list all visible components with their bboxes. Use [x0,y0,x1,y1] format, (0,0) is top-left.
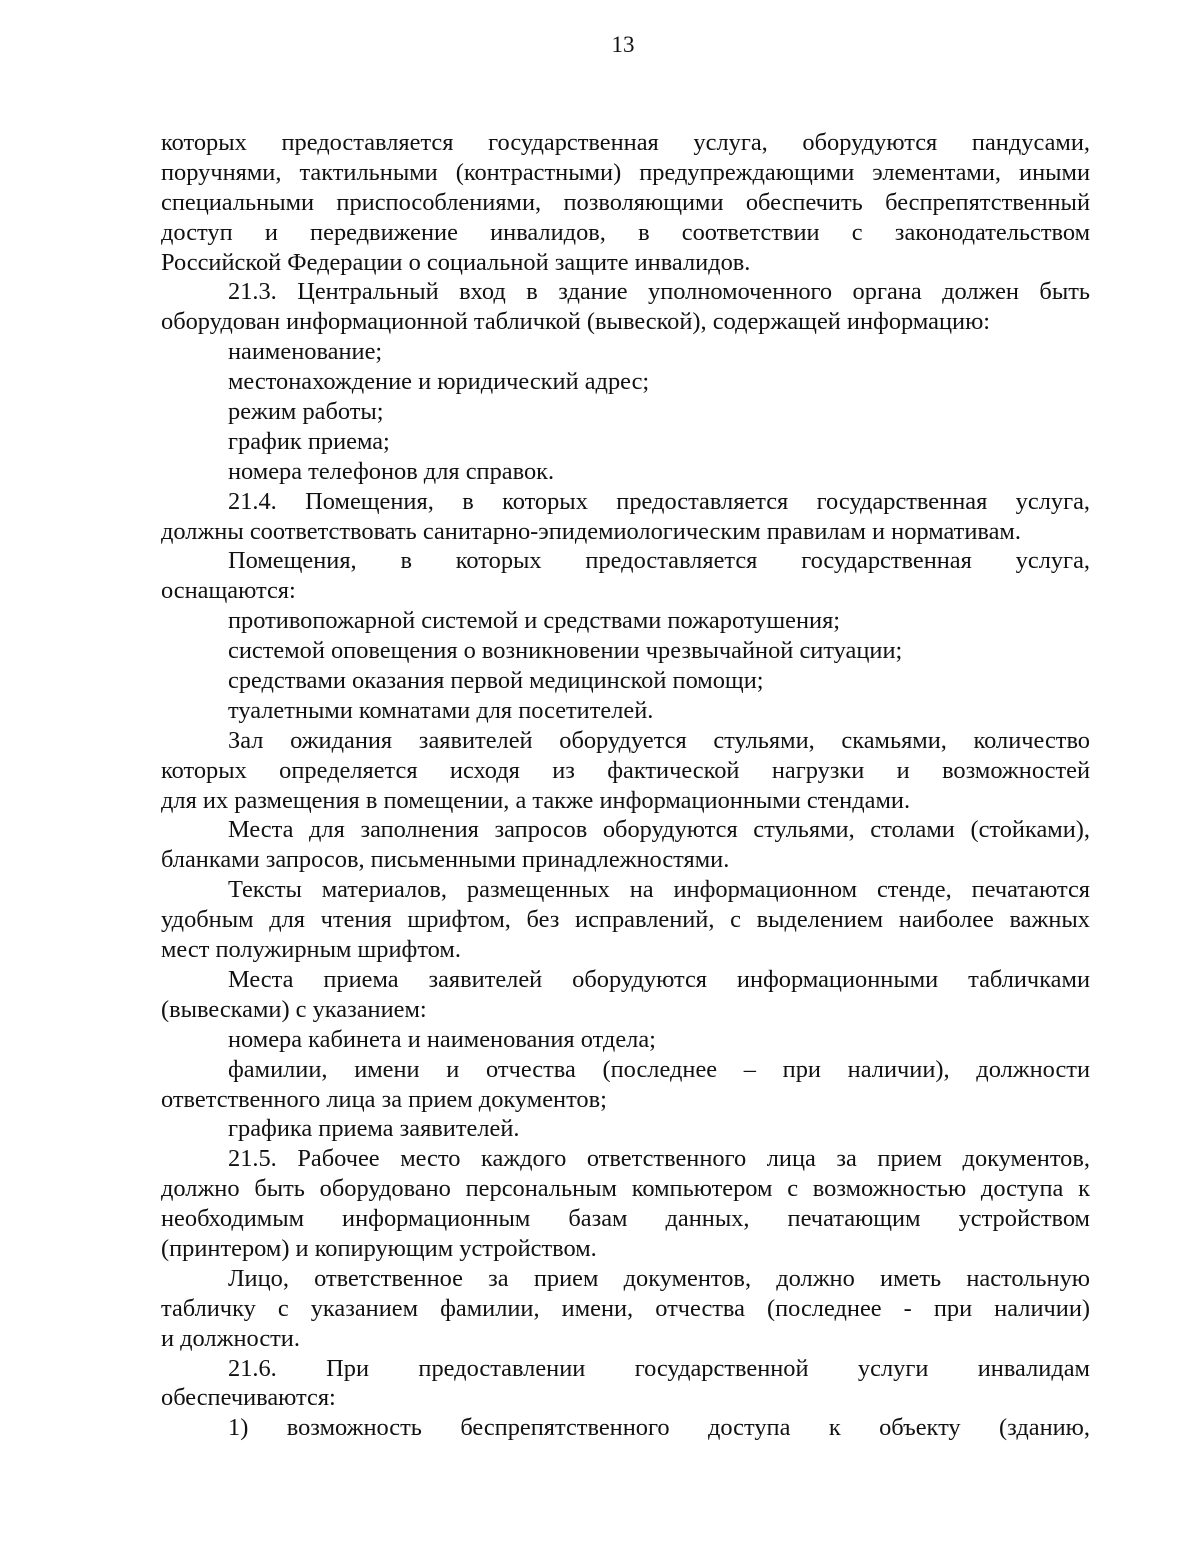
paragraph [161,1144,1090,1264]
page-number: 13 [611,32,635,57]
text-line: 21.5. Рабочее место каждого ответственного лица за прием документов, [228,1145,1090,1173]
text-line: обеспечиваются: [161,1384,336,1412]
text-line: номера телефонов для справок. [228,457,555,485]
text-line: номера кабинета и наименования отдела; [228,1025,656,1053]
text-line: Лицо, ответственное за прием документов, должно иметь настольную [228,1264,1090,1292]
paragraph [161,636,1090,666]
paragraph [161,427,1090,457]
text-line: местонахождение и юридический адрес; [228,368,650,396]
text-line: которых определяется исходя из фактической нагрузки и возможностей [161,756,1090,784]
text-line: ответственного лица за прием документов; [161,1085,607,1113]
text-line: должны соответствовать санитарно-эпидемиологическим правилам и нормативам. [161,517,1021,545]
text-line: 21.4. Помещения, в которых предоставляется государственная услуга, [228,487,1090,515]
paragraph [161,367,1090,397]
paragraph [161,128,1090,277]
paragraph [161,546,1090,606]
text-line: необходимым информационным базам данных, печатающим устройством [161,1205,1090,1233]
paragraph [161,965,1090,1025]
paragraph [161,397,1090,427]
paragraph [161,1264,1090,1354]
paragraph [161,815,1090,875]
text-line: противопожарной системой и средствами пожаротушения; [228,607,841,635]
text-line: (вывесками) с указанием: [161,995,427,1023]
text-line: доступ и передвижение инвалидов, в соответствии с законодательством [161,218,1090,246]
text-line: графика приема заявителей. [228,1115,520,1143]
text-line: Российской Федерации о социальной защите инвалидов. [161,248,751,276]
text-line: которых предоставляется государственная услуга, оборудуются пандусами, [161,129,1090,156]
paragraph [161,457,1090,487]
text-line: поручнями, тактильными (контрастными) предупреждающими элементами, иными [161,158,1090,186]
text-line: режим работы; [228,398,384,426]
document-body [161,128,1090,1443]
paragraph [161,726,1090,816]
paragraph [161,277,1090,337]
text-line: график приема; [228,427,390,455]
paragraph [161,666,1090,696]
paragraph [161,1354,1090,1414]
text-line: (принтером) и копирующим устройством. [161,1234,597,1262]
text-line: 1) возможность беспрепятственного доступа к объекту (зданию, [228,1414,1090,1442]
text-line: специальными приспособлениями, позволяющими обеспечить беспрепятственный [161,188,1090,216]
text-line: Зал ожидания заявителей оборудуется стульями, скамьями, количество [228,726,1090,754]
text-line: 21.3. Центральный вход в здание уполномоченного органа должен быть [228,278,1090,306]
text-line: удобным для чтения шрифтом, без исправлений, с выделением наиболее важных [161,906,1090,934]
paragraph [161,1055,1090,1115]
paragraph [161,1413,1090,1443]
text-line: Тексты материалов, размещенных на информационном стенде, печатаются [228,876,1090,904]
paragraph [161,1114,1090,1144]
text-line: наименование; [228,338,383,366]
text-line: Места для заполнения запросов оборудуются стульями, столами (стойками), [228,816,1090,844]
paragraph [161,606,1090,636]
text-line: должно быть оборудовано персональным компьютером с возможностью доступа к [161,1175,1090,1203]
text-line: 21.6. При предоставлении государственной услуги инвалидам [228,1354,1090,1382]
text-line: системой оповещения о возникновении чрезвычайной ситуации; [228,637,903,665]
paragraph [161,696,1090,726]
text-line: и должности. [161,1324,300,1352]
text-line: оборудован информационной табличкой (вывеской), содержащей информацию: [161,308,991,336]
text-line: средствами оказания первой медицинской помощи; [228,667,764,695]
text-line: фамилии, имени и отчества (последнее – при наличии), должности [228,1055,1090,1083]
text-line: туалетными комнатами для посетителей. [228,696,654,724]
text-line: табличку с указанием фамилии, имени, отчества (последнее - при наличии) [161,1294,1090,1322]
paragraph [161,487,1090,547]
text-line: бланками запросов, письменными принадлежностями. [161,846,730,874]
text-line: Помещения, в которых предоставляется государственная услуга, [228,547,1090,575]
text-line: мест полужирным шрифтом. [161,936,461,964]
paragraph [161,875,1090,965]
text-line: Места приема заявителей оборудуются информационными табличками [228,965,1090,993]
paragraph [161,337,1090,367]
text-line: оснащаются: [161,577,296,605]
text-line: для их размещения в помещении, а также информационными стендами. [161,786,911,814]
paragraph [161,1025,1090,1055]
